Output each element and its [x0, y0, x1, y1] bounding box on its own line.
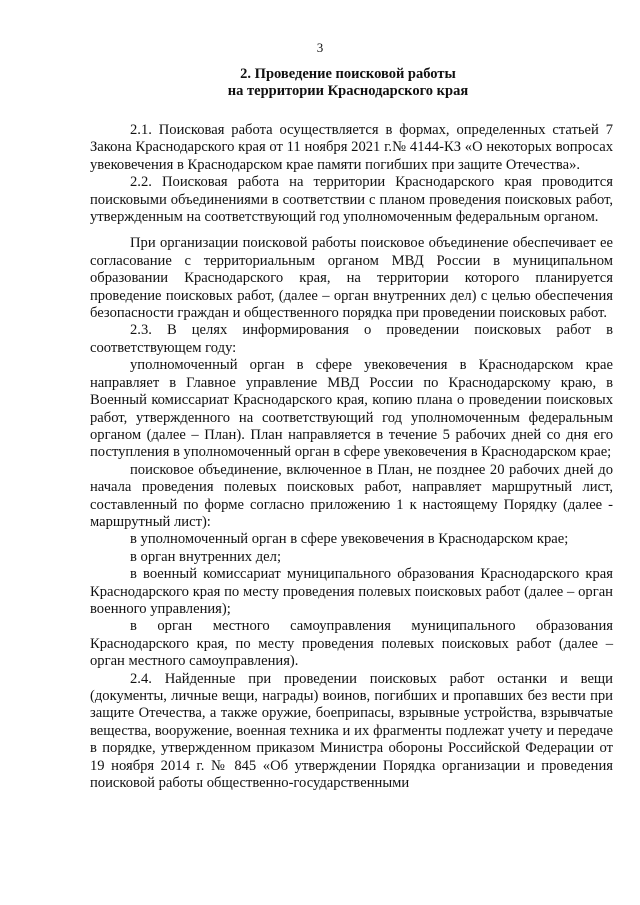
- list-item-memorial-authority: в уполномоченный орган в сфере увековечения в Краснодарском крае;: [130, 531, 569, 548]
- section-heading-line-2: на территории Краснодарского края: [227, 83, 469, 99]
- paragraph-plan-distribution: уполномоченный орган в сфере увековечения в Краснодарском крае направляет в Главное управление МВД России по Краснодарскому краю, в Военный комиссариат Краснодарского края, копию плана о проведении поисковых работ, утвержденного на соответствующий год уполномоченным федеральным органом (далее – План). План направляется в течение 5 рабочих дней со дня его поступления в уполномоченный орган в сфере увековечения в Краснодарском крае;: [90, 357, 613, 461]
- paragraph-2-3: 2.3. В целях информирования о проведении поисковых работ в соответствующем году:: [90, 322, 613, 356]
- paragraph-2-2: 2.2. Поисковая работа на территории Краснодарского края проводится поисковыми объединениями в соответствии с планом проведения поисковых работ, утвержденным на соответствующий год уполномоченным федеральным органом.: [90, 174, 613, 226]
- section-heading: [90, 66, 606, 100]
- section-heading-line-1: 2. Проведение поисковой работы: [240, 66, 456, 82]
- list-item-military-commissariat: в военный комиссариат муниципального образования Краснодарского края Краснодарского края по месту проведения полевых поисковых работ (далее – орган военного управления);: [90, 566, 613, 617]
- list-item-local-government: в орган местного самоуправления муниципального образования Краснодарского края, по месту проведения полевых поисковых работ (далее – орган местного самоуправления).: [90, 618, 613, 670]
- paragraph-coordination: При организации поисковой работы поисковое объединение обеспечивает ее согласование с территориальным органом МВД России в муниципальном образовании Краснодарского края, на территории которого планируется проведение поисковых работ, (далее – орган внутренних дел) с целью обеспечения безопасности граждан и общественного порядка при проведении поисковых работ.: [90, 235, 613, 322]
- page-number: 3: [316, 40, 324, 55]
- paragraph-2-1: 2.1. Поисковая работа осуществляется в формах, определенных статьей 7 Закона Краснодарского края от 11 ноября 2021 г.№ 4144-КЗ «О некоторых вопросах увековечения в Краснодарском крае памяти погибших при защите Отечества».: [90, 122, 613, 173]
- list-item-internal-affairs: в орган внутренних дел;: [130, 548, 281, 565]
- paragraph-route-sheet: поисковое объединение, включенное в План, не позднее 20 рабочих дней до начала проведения полевых поисковых работ, направляет маршрутный лист, составленный по форме согласно приложению 1 к настоящему Порядку (далее - маршрутный лист):: [90, 461, 613, 530]
- paragraph-2-4: 2.4. Найденные при проведении поисковых работ останки и вещи (документы, личные вещи, награды) воинов, погибших и пропавших без вести при защите Отечества, а также оружие, боеприпасы, взрывные устройства, взрывчатые вещества, вооружение, военная техника и их фрагменты подлежат учету и передаче в порядке, утвержденном приказом Министра обороны Российской Федерации от 19 ноября 2014 г. № 845 «Об утверждении Порядка организации и проведения поисковой работы общественно-государственными: [90, 670, 613, 792]
- document-body: [90, 122, 613, 792]
